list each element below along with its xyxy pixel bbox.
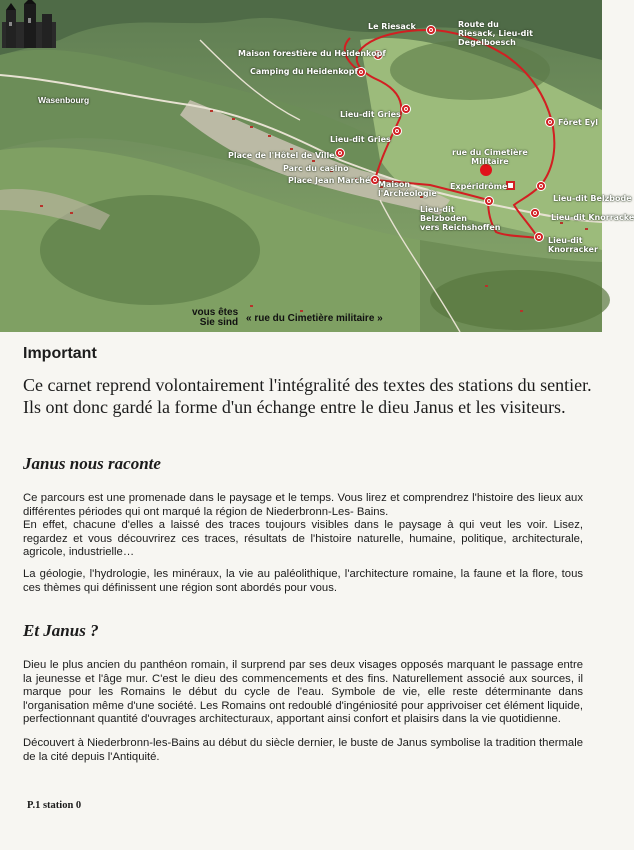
- map-label-experidrome: Expéridrôme: [450, 182, 508, 191]
- castle-icon: [0, 0, 58, 50]
- map-label-parc-casino: Parc du casino: [283, 164, 349, 173]
- map-label-camping: Camping du Heidenkopf: [250, 67, 359, 76]
- aerial-trail-map: [0, 0, 634, 332]
- section-title-et-janus: Et Janus ?: [23, 621, 99, 640]
- station-pin[interactable]: [426, 25, 436, 35]
- map-label-foret-eyl: Fôret Eyl: [558, 118, 599, 127]
- section2-paragraph-2: Découvert à Niederbronn-les-Bains au début du siècle dernier, le buste de Janus symbolise la tradition thermale de la cité depuis l'Antiquité.: [23, 737, 583, 763]
- section1-paragraph-2: La géologie, l'hydrologie, les minéraux, la vie au paléolithique, l'architecture romaine, la faune et la flore, tous ces thèmes qui définissent une région sont abordés pour vous.: [23, 568, 583, 594]
- map-label-place-jean-marche: Place Jean Marché: [288, 176, 371, 185]
- map-label-knorracker-2: Lieu-dit Knorracker: [548, 236, 598, 254]
- map-label-belzbodel: Lieu-dit Belzbode: [553, 194, 632, 203]
- station-pin[interactable]: [392, 126, 402, 136]
- section2-paragraph-1: Dieu le plus ancien du panthéon romain, il surprend par ses deux visages opposés marquant le passage entre la jeunesse et l'âge mur. C'est le dieu des commencements et des fins. Naturellement associé aux sources, il marque pour les Romains le début du cycle de l'eau. Symbole de vie, elle reste déterminante dans l'organisation même d'une société. Les Romains ont redoublé d'ingéniosité pour apprivoiser cet élément liquide, perfectionnant quantité d'ouvrages architecturaux, apportant ainsi confort et plaisirs dans la vie quotidienne.: [23, 659, 583, 726]
- you-are-here-fr: vous êtes: [192, 307, 239, 318]
- station-pin[interactable]: [534, 232, 544, 242]
- station-pin[interactable]: [545, 117, 555, 127]
- station-pin[interactable]: [530, 208, 540, 218]
- section-title-janus-nous-raconte: Janus nous raconte: [23, 454, 161, 473]
- important-heading: Important: [23, 345, 97, 362]
- map-label-maison-forestiere: Maison forestière du Heidenkopf: [238, 49, 386, 58]
- section1-paragraph-1: Ce parcours est une promenade dans le paysage et le temps. Vous lirez et comprendrez l'histoire des lieux aux différentes périodes qui ont marqué la région de Niederbronn-Les- Bains. En effet, chacune d'elles a laissé des traces toujours visibles dans le paysage à qui veut les voir. Lisez, regardez et vous découvrirez ces traces, résultats de l'histoire naturelle, humaine, politique, architecturale, agricole, industrielle…: [23, 492, 583, 559]
- you-are-here-de: Sie sind: [199, 317, 239, 328]
- map-label-knorracker: Lieu-dit Knorracke: [551, 213, 634, 222]
- page-footer: P.1 station 0: [27, 800, 82, 811]
- map-label-belzboden-reichshoffen: Lieu-dit Belzboden vers Reichshoffen: [420, 205, 501, 232]
- station-pin[interactable]: [536, 181, 546, 191]
- map-label-rue-cimetiere: rue du Cimetière Militaire: [452, 148, 528, 166]
- map-label-place-hotel-ville: Place de l'Hôtel de Ville: [228, 151, 335, 160]
- station-pin[interactable]: [335, 148, 345, 158]
- you-are-here-street: « rue du Cimetière militaire »: [246, 313, 383, 324]
- castle-label: Wasenbourg: [38, 95, 90, 105]
- map-label-riesack: Le Riesack: [368, 22, 416, 31]
- map-label-lieu-dit-gries-2: Lieu-dit Gries: [330, 135, 391, 144]
- map-label-maison-archeologie: Maison l'Archéologie: [378, 180, 437, 198]
- you-are-here-label: [192, 308, 238, 328]
- map-label-route-riesack: Route du Riesack, Lieu-dit Degelboesch: [458, 20, 533, 47]
- map-label-lieu-dit-gries: Lieu-dit Gries: [340, 110, 401, 119]
- intro-paragraph: Ce carnet reprend volontairement l'intégralité des textes des stations du sentier. Ils ont donc gardé la forme d'un échange entre le dieu Janus et les visiteurs.: [23, 375, 592, 417]
- station-pin[interactable]: [401, 104, 411, 114]
